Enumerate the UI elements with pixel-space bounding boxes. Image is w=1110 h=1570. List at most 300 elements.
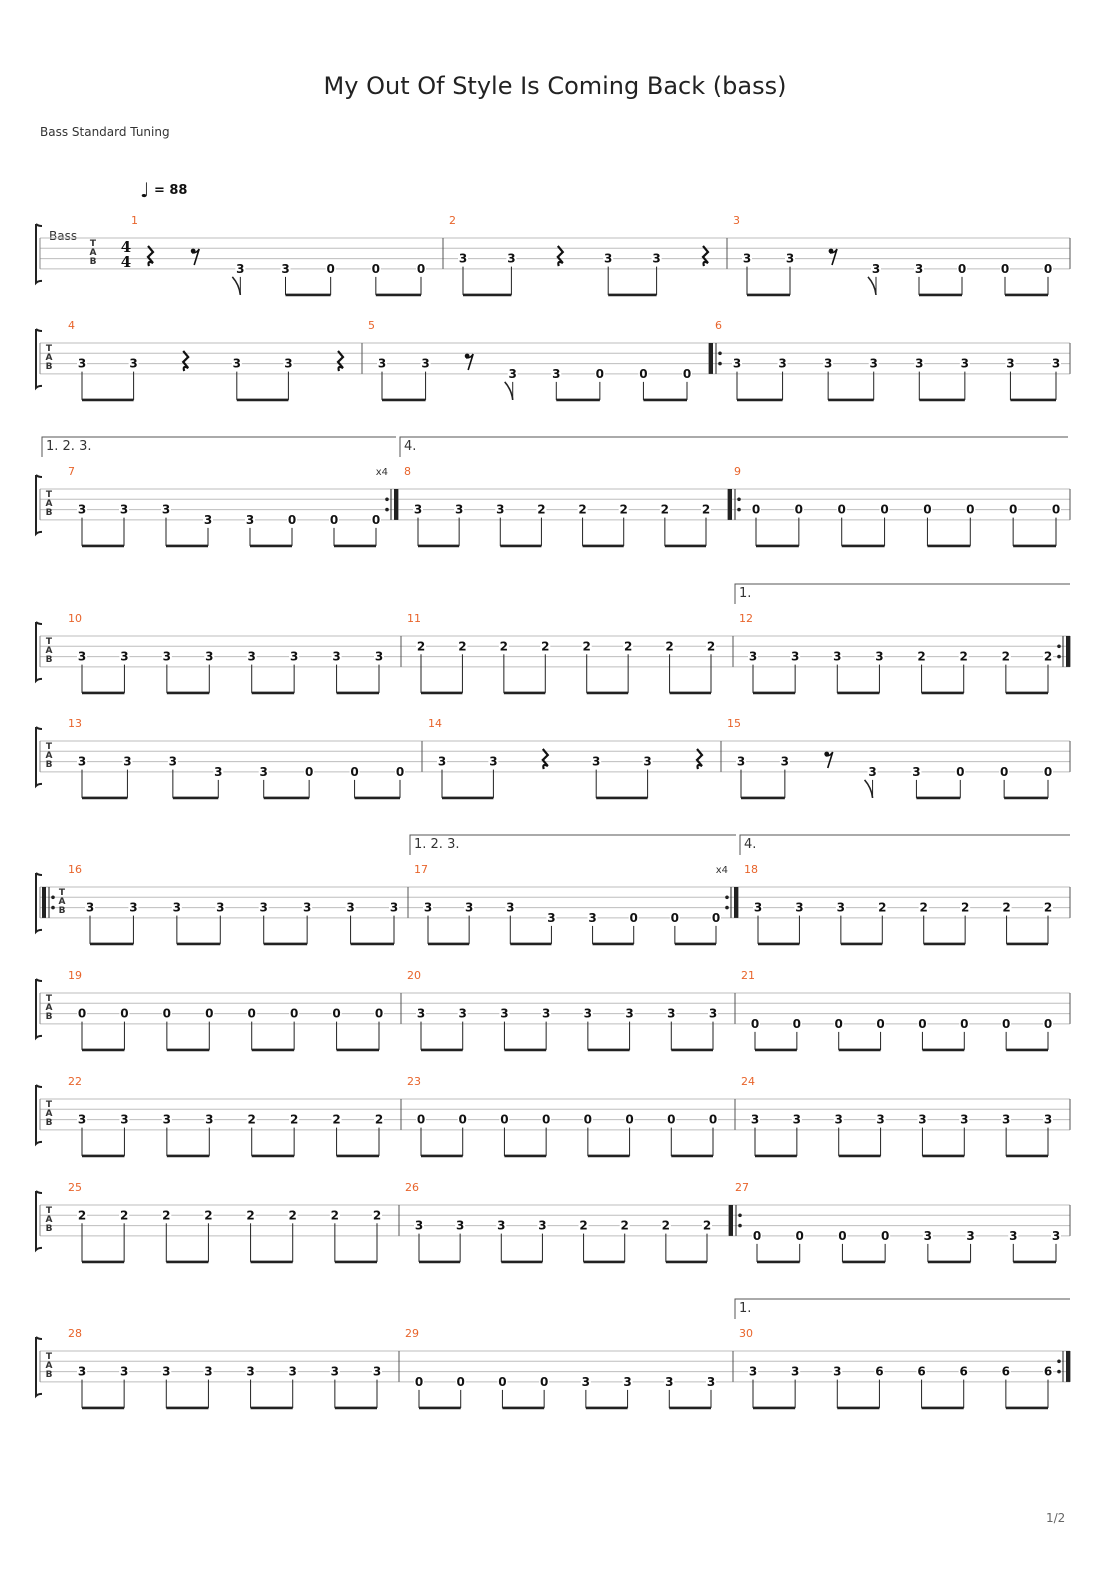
fret-number: 6 (917, 1364, 926, 1379)
fret-number: 0 (414, 1374, 424, 1389)
tab-letter: A (45, 1109, 53, 1119)
bar-number: 4 (68, 319, 75, 332)
fret-number: 0 (750, 1016, 760, 1031)
volta-bracket (735, 584, 1070, 604)
fret-number: 0 (371, 512, 381, 527)
fret-number: 3 (833, 649, 842, 664)
fret-number: 0 (326, 261, 335, 276)
fret-number: 3 (216, 900, 225, 915)
fret-number: 3 (423, 900, 433, 915)
fret-number: 3 (172, 900, 182, 915)
system-bracket (36, 873, 42, 932)
fret-number: 2 (919, 900, 928, 915)
fret-number: 0 (876, 1016, 885, 1031)
fret-number: 2 (702, 1218, 712, 1233)
tab-letter: A (89, 248, 97, 258)
fret-number: 2 (372, 1208, 382, 1223)
tab-letter: T (45, 1352, 53, 1362)
fret-number: 3 (246, 1364, 255, 1379)
bar-number: 12 (739, 612, 753, 625)
fret-number: 3 (795, 900, 804, 915)
fret-number: 2 (247, 1112, 256, 1127)
fret-number: 3 (552, 366, 561, 381)
fret-number: 0 (795, 1228, 804, 1243)
fret-number: 3 (918, 1112, 927, 1127)
fret-number: 3 (389, 900, 399, 915)
fret-number: 3 (464, 900, 474, 915)
fret-number: 6 (1043, 1364, 1053, 1379)
tab-letter: B (45, 760, 53, 770)
fret-number: 0 (350, 764, 359, 779)
tab-letter: A (45, 1215, 53, 1225)
fret-number: 2 (701, 502, 711, 517)
fret-number: 0 (583, 1112, 593, 1127)
fret-number: 3 (652, 251, 661, 266)
system-bracket (36, 224, 42, 283)
fret-number: 3 (414, 1218, 424, 1233)
fret-number: 3 (497, 1218, 506, 1233)
fret-number: 3 (1006, 356, 1015, 371)
fret-number: 3 (966, 1228, 975, 1243)
time-signature-top: 4 (120, 238, 132, 256)
fret-number: 2 (660, 502, 670, 517)
fret-number: 3 (489, 754, 498, 769)
fret-number: 2 (878, 900, 887, 915)
fret-number: 3 (923, 1228, 933, 1243)
fret-number: 3 (914, 261, 924, 276)
fret-number: 3 (77, 1112, 87, 1127)
fret-number: 3 (161, 502, 171, 517)
fret-number: 0 (751, 502, 761, 517)
bar-number: 14 (428, 717, 442, 730)
fret-number: 2 (1043, 649, 1053, 664)
bar-number: 2 (449, 214, 456, 227)
fret-number: 3 (204, 1364, 213, 1379)
tab-letter: B (45, 1224, 53, 1234)
fret-number: 0 (541, 1112, 551, 1127)
tab-letter: T (45, 742, 53, 752)
fret-number: 3 (823, 356, 833, 371)
time-signature-bottom: 4 (120, 253, 132, 271)
bar-number: 13 (68, 717, 82, 730)
tab-letter: T (45, 1100, 53, 1110)
fret-number: 2 (917, 649, 926, 664)
fret-number: 0 (667, 1112, 676, 1127)
fret-number: 0 (1008, 502, 1018, 517)
repeat-start-thick-bar (729, 1205, 733, 1236)
fret-number: 2 (579, 1218, 588, 1233)
fret-number: 3 (706, 1374, 716, 1389)
fret-number: 3 (421, 356, 430, 371)
repeat-count: x4 (375, 467, 388, 478)
fret-number: 3 (1051, 356, 1061, 371)
bar-number: 10 (68, 612, 82, 625)
fret-number: 3 (203, 512, 213, 527)
volta-label: 4. (404, 439, 417, 454)
repeat-start-thick-bar (709, 343, 713, 374)
fret-number: 0 (625, 1112, 634, 1127)
system-bracket (36, 475, 42, 534)
fret-number: 2 (204, 1208, 213, 1223)
fret-number: 0 (371, 261, 381, 276)
fret-number: 3 (245, 512, 255, 527)
fret-number: 3 (302, 900, 312, 915)
fret-number: 3 (736, 754, 746, 769)
fret-number: 2 (332, 1112, 341, 1127)
fret-number: 3 (790, 1364, 800, 1379)
fret-number: 3 (413, 502, 423, 517)
fret-number: 0 (918, 1016, 927, 1031)
fret-number: 0 (960, 1016, 969, 1031)
fret-number: 3 (753, 900, 763, 915)
repeat-dot (1057, 655, 1061, 659)
fret-number: 3 (875, 649, 884, 664)
fret-number: 3 (708, 1006, 718, 1021)
repeat-dot (738, 1214, 742, 1218)
fret-number: 2 (706, 639, 716, 654)
repeat-end-thick-bar (734, 887, 738, 918)
tab-letter: A (45, 353, 53, 363)
quarter-rest-icon (543, 749, 548, 769)
fret-number: 0 (1000, 261, 1010, 276)
bar-number: 11 (407, 612, 421, 625)
eighth-flag (232, 277, 240, 295)
fret-number: 3 (912, 764, 921, 779)
repeat-dot (725, 896, 729, 900)
repeat-dot (725, 906, 729, 910)
fret-number: 3 (732, 356, 742, 371)
fret-number: 3 (506, 900, 515, 915)
fret-number: 6 (1001, 1364, 1011, 1379)
fret-number: 2 (458, 639, 467, 654)
fret-number: 2 (330, 1208, 340, 1223)
tab-letter: A (45, 1361, 53, 1371)
bar-number: 24 (741, 1075, 755, 1088)
fret-number: 3 (77, 754, 87, 769)
volta-label: 1. (739, 586, 752, 601)
fret-number: 3 (129, 900, 138, 915)
system-bracket (36, 727, 42, 786)
fret-number: 2 (960, 900, 970, 915)
fret-number: 0 (629, 910, 638, 925)
fret-number: 0 (639, 366, 648, 381)
fret-number: 3 (77, 356, 87, 371)
fret-number: 3 (778, 356, 787, 371)
bar-number: 28 (68, 1327, 82, 1340)
fret-number: 3 (780, 754, 790, 769)
fret-number: 3 (377, 356, 387, 371)
fret-number: 3 (454, 502, 464, 517)
fret-number: 0 (539, 1374, 549, 1389)
fret-number: 3 (346, 900, 355, 915)
fret-number: 3 (625, 1006, 634, 1021)
fret-number: 0 (1043, 261, 1053, 276)
fret-number: 3 (1051, 1228, 1061, 1243)
bar-number: 25 (68, 1181, 82, 1194)
quarter-rest-icon (558, 246, 563, 266)
fret-number: 3 (374, 649, 384, 664)
fret-number: 3 (833, 1364, 842, 1379)
tab-letter: B (45, 1118, 53, 1128)
fret-number: 3 (623, 1374, 632, 1389)
tab-letter: A (45, 1003, 53, 1013)
volta-bracket (400, 437, 1068, 457)
bar-number: 16 (68, 863, 82, 876)
fret-number: 0 (682, 366, 692, 381)
fret-number: 0 (834, 1016, 843, 1031)
fret-number: 3 (785, 251, 795, 266)
tab-letter: T (45, 490, 53, 500)
fret-number: 3 (247, 649, 256, 664)
fret-number: 0 (395, 764, 405, 779)
fret-number: 3 (960, 1112, 969, 1127)
fret-number: 3 (792, 1112, 802, 1127)
fret-number: 6 (875, 1364, 884, 1379)
quarter-rest-icon (703, 246, 708, 266)
fret-number: 3 (123, 754, 132, 769)
tab-letter: B (89, 257, 97, 267)
fret-number: 0 (711, 910, 721, 925)
bar-number: 5 (368, 319, 375, 332)
tab-letter: B (45, 508, 53, 518)
eighth-flag (868, 277, 876, 295)
bar-number: 19 (68, 969, 82, 982)
bar-number: 27 (735, 1181, 749, 1194)
fret-number: 3 (120, 649, 129, 664)
fret-number: 0 (329, 512, 339, 527)
quarter-rest-icon (338, 351, 343, 371)
fret-number: 0 (752, 1228, 762, 1243)
volta-label: 1. 2. 3. (414, 837, 460, 852)
bar-number: 8 (404, 465, 411, 478)
fret-number: 3 (500, 1006, 509, 1021)
fret-number: 2 (162, 1208, 171, 1223)
fret-number: 2 (537, 502, 546, 517)
fret-number: 3 (205, 1112, 214, 1127)
fret-number: 0 (1051, 502, 1061, 517)
bar-number: 22 (68, 1075, 82, 1088)
fret-number: 3 (960, 356, 970, 371)
fret-number: 3 (869, 356, 878, 371)
fret-number: 2 (620, 1218, 629, 1233)
fret-number: 3 (284, 356, 293, 371)
fret-number: 0 (77, 1006, 87, 1021)
fret-number: 2 (582, 639, 591, 654)
repeat-dot (51, 906, 55, 910)
fret-number: 3 (372, 1364, 382, 1379)
fret-number: 3 (588, 910, 597, 925)
repeat-dot (1057, 645, 1061, 649)
fret-number: 0 (332, 1006, 341, 1021)
bar-number: 23 (407, 1075, 421, 1088)
song-title: My Out Of Style Is Coming Back (bass) (323, 72, 787, 100)
fret-number: 3 (604, 251, 613, 266)
fret-number: 3 (1043, 1112, 1053, 1127)
system-bracket (36, 979, 42, 1038)
fret-number: 3 (643, 754, 652, 769)
fret-number: 3 (77, 1364, 87, 1379)
repeat-end-thick-bar (1066, 1351, 1070, 1382)
fret-number: 3 (742, 251, 752, 266)
repeat-dot (385, 498, 389, 502)
bar-number: 9 (734, 465, 741, 478)
tab-letter: A (58, 897, 66, 907)
bar-number: 20 (407, 969, 421, 982)
fret-number: 3 (496, 502, 505, 517)
volta-label: 4. (744, 837, 757, 852)
fret-number: 0 (287, 512, 297, 527)
fret-number: 3 (232, 356, 241, 371)
volta-label: 1. (739, 1301, 752, 1316)
fret-number: 3 (876, 1112, 885, 1127)
fret-number: 2 (374, 1112, 384, 1127)
repeat-start-thick-bar (42, 887, 46, 918)
fret-number: 2 (119, 1208, 129, 1223)
fret-number: 0 (880, 1228, 890, 1243)
fret-number: 3 (77, 502, 87, 517)
repeat-end-thick-bar (1066, 636, 1070, 667)
fret-number: 3 (458, 251, 468, 266)
repeat-dot (737, 498, 741, 502)
repeat-dot (1057, 1360, 1061, 1364)
tab-letter: B (45, 362, 53, 372)
fret-number: 3 (416, 1006, 426, 1021)
page-number: 1/2 (1046, 1511, 1066, 1525)
tab-letter: T (45, 994, 53, 1004)
system-bracket (36, 1191, 42, 1250)
fret-number: 0 (247, 1006, 256, 1021)
fret-number: 3 (259, 764, 268, 779)
fret-number: 0 (1001, 1016, 1011, 1031)
fret-number: 3 (332, 649, 341, 664)
fret-number: 2 (661, 1218, 671, 1233)
tab-letter: T (45, 1206, 53, 1216)
fret-number: 2 (1043, 900, 1053, 915)
fret-number: 0 (456, 1374, 465, 1389)
fret-number: 3 (790, 649, 800, 664)
fret-number: 3 (455, 1218, 465, 1233)
bar-number: 6 (715, 319, 722, 332)
tab-letter: A (45, 499, 53, 509)
volta-label: 1. 2. 3. (46, 439, 92, 454)
fret-number: 0 (498, 1374, 507, 1389)
fret-number: 3 (330, 1364, 340, 1379)
repeat-dot (51, 896, 55, 900)
fret-number: 0 (923, 502, 932, 517)
eighth-flag (505, 382, 513, 400)
fret-number: 0 (794, 502, 804, 517)
bar-number: 29 (405, 1327, 419, 1340)
fret-number: 0 (289, 1006, 299, 1021)
fret-number: 3 (162, 649, 172, 664)
bar-number: 15 (727, 717, 741, 730)
tuning-label: Bass Standard Tuning (40, 125, 170, 139)
quarter-rest-icon (183, 351, 188, 371)
fret-number: 0 (374, 1006, 384, 1021)
fret-number: 2 (77, 1208, 87, 1223)
repeat-dot (1057, 1370, 1061, 1374)
tab-letter: T (58, 888, 66, 898)
fret-number: 2 (1002, 900, 1011, 915)
fret-number: 3 (162, 1112, 172, 1127)
track-name: Bass (49, 229, 78, 243)
fret-number: 3 (507, 251, 516, 266)
fret-number: 3 (289, 649, 299, 664)
fret-number: 2 (288, 1208, 297, 1223)
tab-letter: T (45, 637, 53, 647)
fret-number: 3 (119, 502, 129, 517)
fret-number: 0 (966, 502, 975, 517)
fret-number: 3 (77, 649, 87, 664)
fret-number: 0 (416, 1112, 426, 1127)
bar-number: 17 (414, 863, 428, 876)
bar-number: 26 (405, 1181, 419, 1194)
fret-number: 0 (1043, 764, 1053, 779)
fret-number: 3 (1009, 1228, 1018, 1243)
tab-letter: B (45, 1012, 53, 1022)
fret-number: 6 (959, 1364, 968, 1379)
fret-number: 3 (581, 1374, 591, 1389)
fret-number: 3 (915, 356, 924, 371)
volta-bracket (735, 1299, 1070, 1319)
fret-number: 3 (119, 1364, 129, 1379)
bar-number: 7 (68, 465, 75, 478)
fret-number: 3 (868, 764, 877, 779)
eighth-flag (865, 780, 873, 798)
repeat-end-thick-bar (394, 489, 398, 520)
fret-number: 0 (458, 1112, 467, 1127)
fret-number: 3 (750, 1112, 760, 1127)
fret-number: 0 (838, 1228, 847, 1243)
bar-number: 1 (131, 214, 138, 227)
bar-number: 30 (739, 1327, 753, 1340)
fret-number: 2 (665, 639, 674, 654)
fret-number: 3 (834, 1112, 843, 1127)
fret-number: 0 (999, 764, 1009, 779)
fret-number: 2 (541, 639, 550, 654)
repeat-dot (737, 508, 741, 512)
fret-number: 3 (1001, 1112, 1011, 1127)
fret-number: 3 (871, 261, 881, 276)
volta-bracket (740, 835, 1070, 855)
quarter-rest-icon (697, 749, 702, 769)
fret-number: 3 (541, 1006, 551, 1021)
fret-number: 3 (85, 900, 95, 915)
fret-number: 0 (205, 1006, 214, 1021)
repeat-dot (718, 352, 722, 356)
fret-number: 3 (748, 649, 758, 664)
fret-number: 0 (416, 261, 426, 276)
fret-number: 0 (304, 764, 314, 779)
repeat-dot (385, 508, 389, 512)
fret-number: 0 (595, 366, 605, 381)
fret-number: 2 (246, 1208, 255, 1223)
fret-number: 0 (956, 764, 965, 779)
bar-number: 3 (733, 214, 740, 227)
fret-number: 3 (836, 900, 846, 915)
fret-number: 0 (1043, 1016, 1053, 1031)
repeat-start-thick-bar (728, 489, 732, 520)
fret-number: 3 (120, 1112, 129, 1127)
bar-number: 21 (741, 969, 755, 982)
repeat-dot (718, 362, 722, 366)
fret-number: 3 (508, 366, 517, 381)
fret-number: 3 (236, 261, 245, 276)
bar-number: 18 (744, 863, 758, 876)
fret-number: 0 (957, 261, 967, 276)
fret-number: 0 (792, 1016, 802, 1031)
system-bracket (36, 622, 42, 681)
